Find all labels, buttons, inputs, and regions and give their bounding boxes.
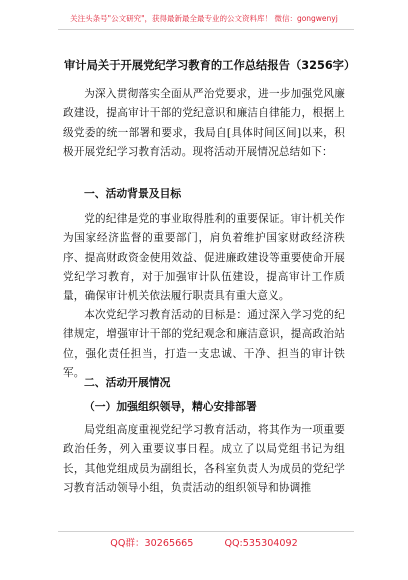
document-title: 审计局关于开展党纪学习教育的工作总结报告（3256字） bbox=[64, 59, 356, 72]
header-banner: 关注头条号"公文研究"，获得最新最全最专业的公文资料库！ 微信：gongwenyj bbox=[70, 14, 338, 23]
footer-qq-group: QQ群：30265665 bbox=[110, 538, 194, 549]
intro-paragraph: 为深入贯彻落实全面从严治党要求，进一步加强党风廉政建设，提高审计干部的党纪意识和廉洁自律能力，根据上级党委的统一部署和要求，我局自[具体时间区间]以来，积极开展党纪学习教育活动。现将活动开展情况总结如下： bbox=[63, 88, 345, 158]
section-heading-activities: 二、活动开展情况 bbox=[84, 376, 171, 389]
section1-paragraph-2: 本次党纪学习教育活动的目标是：通过深入学习党的纪律规定，增强审计干部的党纪观念和廉洁意识，提高政治站位，强化责任担当，打造一支忠诚、干净、担当的审计铁军。 bbox=[63, 309, 345, 379]
footer-divider bbox=[58, 531, 354, 532]
footer bbox=[0, 535, 408, 549]
footer-qq: QQ:535304092 bbox=[224, 538, 298, 549]
subsection1-paragraph-1: 局党组高度重视党纪学习教育活动，将其作为一项重要政治任务，列入重要议事日程。成立了以局党组书记为组长，其他党组成员为副组长，各科室负责人为成员的党纪学习教育活动领导小组，负责活动的组织领导和协调推 bbox=[63, 424, 345, 494]
subsection-heading-leadership: （一）加强组织领导，精心安排部署 bbox=[84, 400, 257, 413]
header-divider bbox=[58, 29, 354, 30]
section1-paragraph-1: 党的纪律是党的事业取得胜利的重要保证。审计机关作为国家经济监督的重要部门，肩负着维护国家财政经济秩序、提高财政资金使用效益、促进廉政建设等重要使命开展党纪学习教育，对于加强审计队伍建设，提高审计工作质量，确保审计机关依法履行职责具有重大意义。 bbox=[63, 213, 345, 303]
section-heading-background: 一、活动背景及目标 bbox=[84, 187, 182, 200]
